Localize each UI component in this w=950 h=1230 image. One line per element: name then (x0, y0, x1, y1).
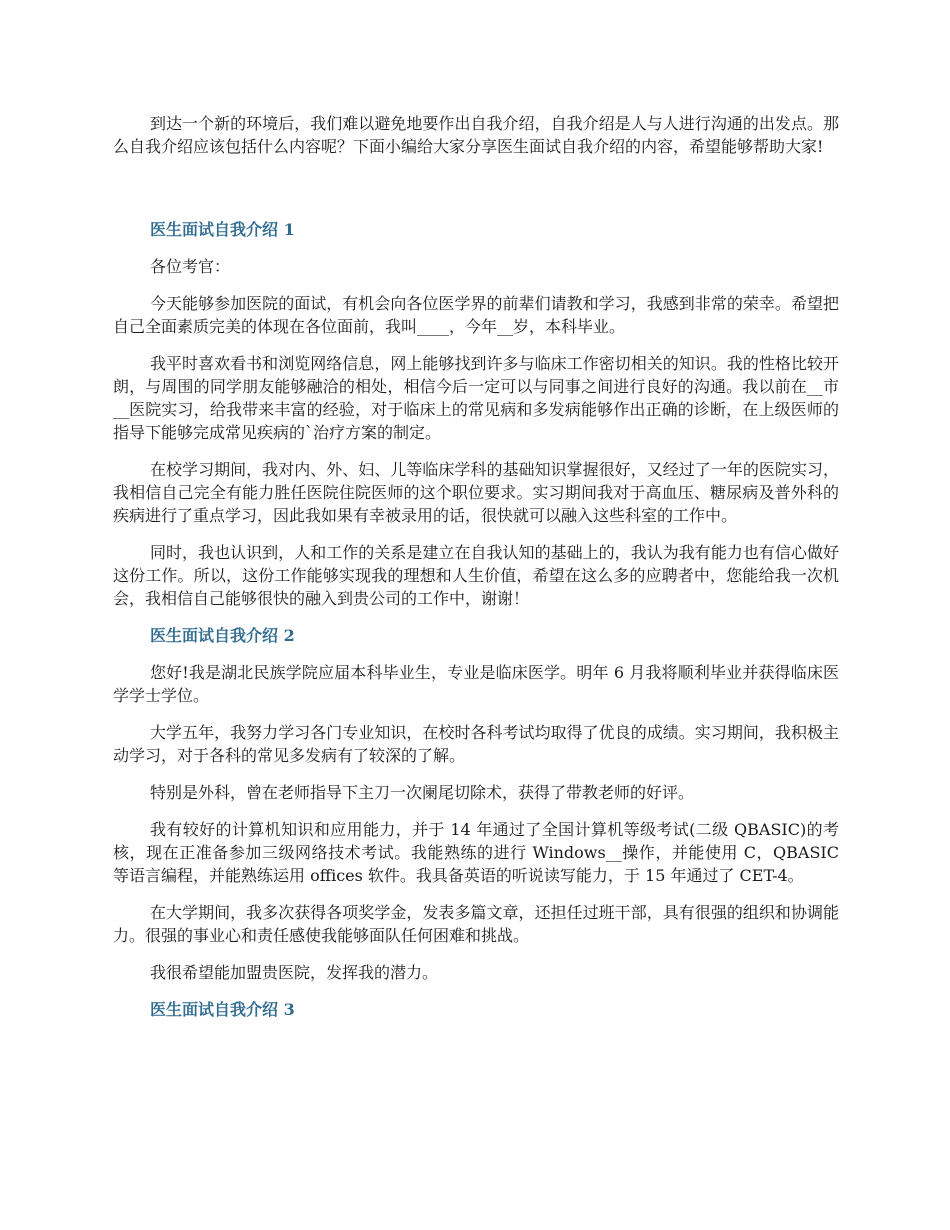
paragraph: 大学五年，我努力学习各门专业知识，在校时各科考试均取得了优良的成绩。实习期间，我积极主动学习，对于各科的常见多发病有了较深的了解。 (113, 723, 839, 765)
paragraph: 我平时喜欢看书和浏览网络信息，网上能够找到许多与临床工作密切相关的知识。我的性格比较开朗，与周围的同学朋友能够融洽的相处，相信今后一定可以与同事之间进行良好的沟通。我以前在__市__医院实习，给我带来丰富的经验，对于临床上的常见病和多发病能够作出正确的诊断，在上级医师的指导下能够完成常见疾病的`治疗方案的制定。 (113, 354, 839, 442)
section-heading-3: 医生面试自我介绍 3 (150, 1000, 295, 1019)
paragraph: 在大学期间，我多次获得各项奖学金，发表多篇文章，还担任过班干部，具有很强的组织和协调能力。很强的事业心和责任感使我能够面队任何困难和挑战。 (113, 903, 839, 945)
document-page (113, 112, 839, 1035)
section-heading-1: 医生面试自我介绍 1 (150, 220, 295, 239)
paragraph: 我很希望能加盟贵医院，发挥我的潜力。 (150, 963, 439, 982)
intro-paragraph: 到达一个新的环境后，我们难以避免地要作出自我介绍，自我介绍是人与人进行沟通的出发点。那么自我介绍应该包括什么内容呢？下面小编给大家分享医生面试自我介绍的内容，希望能够帮助大家! (113, 114, 839, 156)
paragraph: 特别是外科，曾在老师指导下主刀一次阑尾切除术，获得了带教老师的好评。 (150, 783, 695, 802)
paragraph: 各位考官： (150, 257, 231, 276)
paragraph: 在校学习期间，我对内、外、妇、儿等临床学科的基础知识掌握很好，又经过了一年的医院实习，我相信自己完全有能力胜任医院住院医师的这个职位要求。实习期间我对于高血压、糖尿病及普外科的疾病进行了重点学习，因此我如果有幸被录用的话，很快就可以融入这些科室的工作中。 (113, 460, 839, 525)
paragraph: 我有较好的计算机知识和应用能力，并于 14 年通过了全国计算机等级考试(二级 QBASIC)的考核，现在正准备参加三级网络技术考试。我能熟练的进行 Windows__操作，并能使用 C，QBASIC 等语言编程，并能熟练运用 offices 软件。我具备英语的听说读写能力，于 15 年通过了 CET-4。 (113, 820, 839, 885)
paragraph: 同时，我也认识到，人和工作的关系是建立在自我认知的基础上的，我认为我有能力也有信心做好这份工作。所以，这份工作能够实现我的理想和人生价值，希望在这么多的应聘者中，您能给我一次机会，我相信自己能够很快的融入到贵公司的工作中，谢谢！ (113, 543, 839, 608)
paragraph: 今天能够参加医院的面试，有机会向各位医学界的前辈们请教和学习，我感到非常的荣幸。希望把自己全面素质完美的体现在各位面前，我叫____，今年__岁，本科毕业。 (113, 294, 839, 336)
section-heading-2: 医生面试自我介绍 2 (150, 626, 295, 645)
paragraph: 您好!我是湖北民族学院应届本科毕业生，专业是临床医学。明年 6 月我将顺利毕业并获得临床医学学士学位。 (113, 663, 839, 705)
